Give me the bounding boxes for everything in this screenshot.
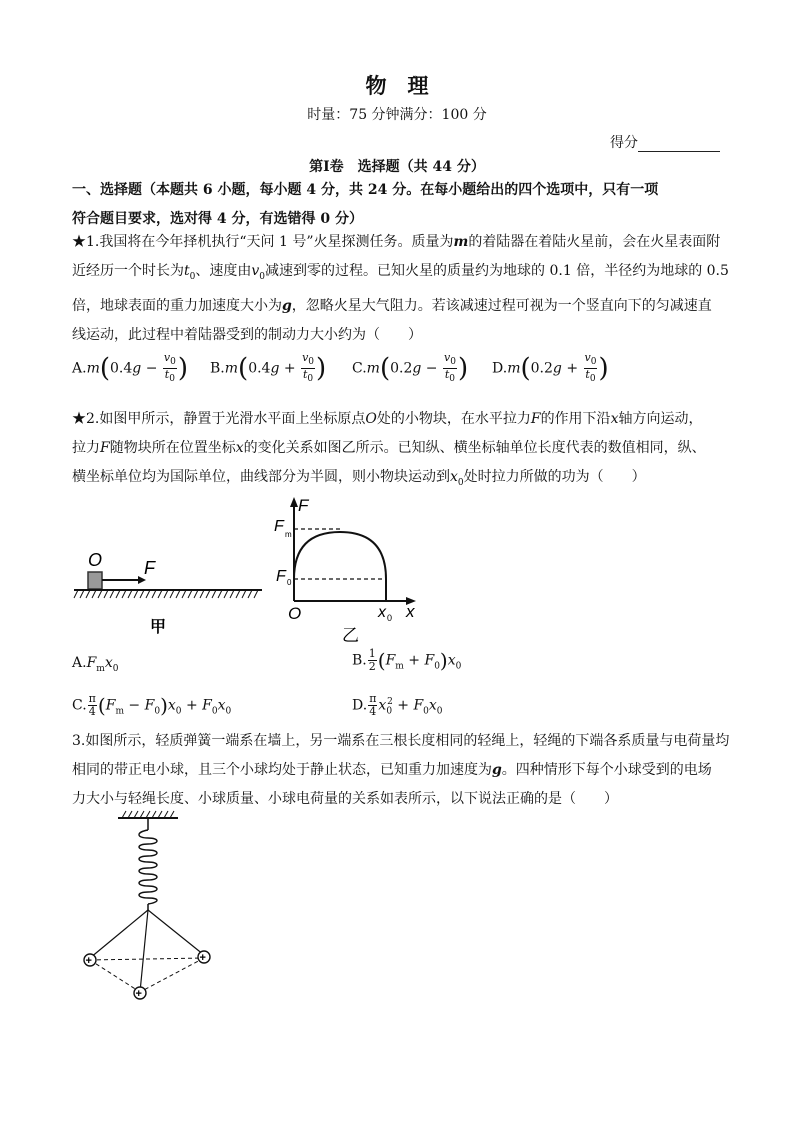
var-m: m: [453, 234, 469, 250]
dashed-right-bottom: [140, 958, 204, 992]
block-shape: [88, 572, 102, 589]
q3-line-2: 相同的带正电小球，且三个小球均处于静止状态，已知重力加速度为g。四种情形下每个小球受到的电场: [72, 762, 712, 778]
fm-label: F: [274, 518, 284, 535]
fig-jia-force-label: F: [144, 558, 155, 578]
figure-jia: [70, 540, 270, 640]
q2-line-1: ★2.如图甲所示，静置于光滑水平面上坐标原点O处的小物块，在水平拉力F的作用下沿x轴方向运动，: [72, 411, 703, 427]
q3-line-3: 力大小与轻绳长度、小球质量、小球电荷量的关系如表所示，以下说法正确的是（ ）: [72, 791, 618, 807]
ceiling-hatch: [122, 811, 174, 818]
ball-bottom-charge: +: [135, 988, 142, 1000]
q2-option-b[interactable]: B. $\frac{1}{2}$ $(F_m + F_0)x_0$: [352, 647, 462, 673]
question-3: [72, 727, 732, 814]
fm-subscript: m: [285, 530, 292, 539]
page-title: 物 理: [365, 73, 429, 98]
q1-line-4: 线运动，此过程中着陆器受到的制动力大小约为（ ）: [72, 326, 422, 343]
fig-jia-caption: 甲: [150, 617, 167, 636]
dashed-left-right: [90, 958, 204, 960]
q1-line-2: 近经历一个时长为$t_0$、速度由$v_0$减速到零的过程。已知火星的质量约为地球的 0.1 倍，半径约为地球的 0.5: [72, 263, 729, 282]
x0-label: x: [378, 604, 386, 621]
ball-left-charge: +: [85, 955, 92, 967]
rope-left: [90, 910, 148, 958]
fig-yi-caption: 乙: [342, 626, 359, 646]
q2-option-d[interactable]: D. $\frac{\pi}{4}$ $x_0^2 + F_0x_0$: [352, 692, 443, 718]
q1-option-d[interactable]: D.m(0.2g + $\frac{v_0}{t_0}$ ): [492, 351, 609, 385]
spring-coil: [139, 830, 157, 904]
ball-right-charge: +: [199, 952, 206, 964]
y-axis-label: F: [298, 496, 309, 515]
question-2: [72, 405, 732, 498]
q2-line-2: 拉力F随物块所在位置坐标x的变化关系如图乙所示。已知纵、横坐标轴单位长度代表的数值相同，纵、: [72, 440, 706, 456]
rope-middle: [140, 910, 148, 992]
var-g: g: [282, 297, 292, 314]
fig-jia-origin-label: O: [88, 550, 103, 570]
instruction-line-2: 符合题目要求，选对得 4 分，有选错得 0 分）: [72, 211, 363, 227]
question-1: [72, 228, 732, 350]
q3-line-1: 3.如图所示，轻质弹簧一端系在墙上，另一端系在三根长度相同的轻绳上，轻绳的下端各系质量与电荷量均: [72, 733, 730, 749]
score-field: [610, 132, 720, 152]
exam-meta: 时量：75 分钟满分：100 分: [307, 107, 487, 123]
x-axis-label: x: [406, 602, 415, 621]
figure-yi: [270, 495, 430, 653]
f0-subscript: 0: [287, 578, 292, 587]
instruction-line-1: 一、选择题（本题共 6 小题，每小题 4 分，共 24 分。在每小题给出的四个选项中，只有一项: [72, 182, 659, 198]
rope-right: [148, 910, 204, 955]
dashed-left-bottom: [90, 960, 140, 992]
var-t0: t: [184, 263, 190, 279]
q1-line-1: ★1.我国将在今年择机执行“天问 1 号”火星探测任务。质量为m的着陆器在着陆火星前，会在火星表面附: [72, 234, 721, 250]
semicircle-curve: [294, 532, 386, 579]
section-title: 第Ⅰ卷 选择题（共 44 分）: [309, 159, 485, 175]
q2-option-a[interactable]: $A.F_mx_0$: [72, 655, 119, 674]
var-v0: v: [251, 263, 260, 279]
figure-spring-balls: [70, 808, 230, 1008]
q2-line-3: 横坐标单位均为国际单位，曲线部分为半圆，则小物块运动到$x_0$处时拉力所做的功为（ ）: [72, 469, 646, 488]
x0-subscript: 0: [387, 613, 393, 623]
f0-label: F: [276, 568, 286, 585]
fig-yi-origin: O: [288, 604, 302, 623]
ground-hatch: [74, 590, 258, 598]
score-blank: [638, 136, 720, 152]
section-instruction: [72, 176, 732, 234]
q1-option-a[interactable]: A.m(0.4g − $\frac{v_0}{t_0}$ ): [72, 351, 188, 385]
q1-option-c[interactable]: C.m(0.2g − $\frac{v_0}{t_0}$ ): [352, 351, 469, 385]
q1-line-3: 倍，地球表面的重力加速度大小为g，忽略火星大气阻力。若该减速过程可视为一个竖直向下的匀减速直: [72, 297, 712, 314]
y-axis-arrow: [290, 497, 298, 507]
q1-option-b[interactable]: B.m(0.4g + $\frac{v_0}{t_0}$ ): [210, 351, 327, 385]
score-label: 得分: [610, 135, 638, 151]
q2-option-c[interactable]: C. $\frac{\pi}{4}$ $(F_m - F_0)x_0 + F_0x_0$: [72, 692, 232, 718]
